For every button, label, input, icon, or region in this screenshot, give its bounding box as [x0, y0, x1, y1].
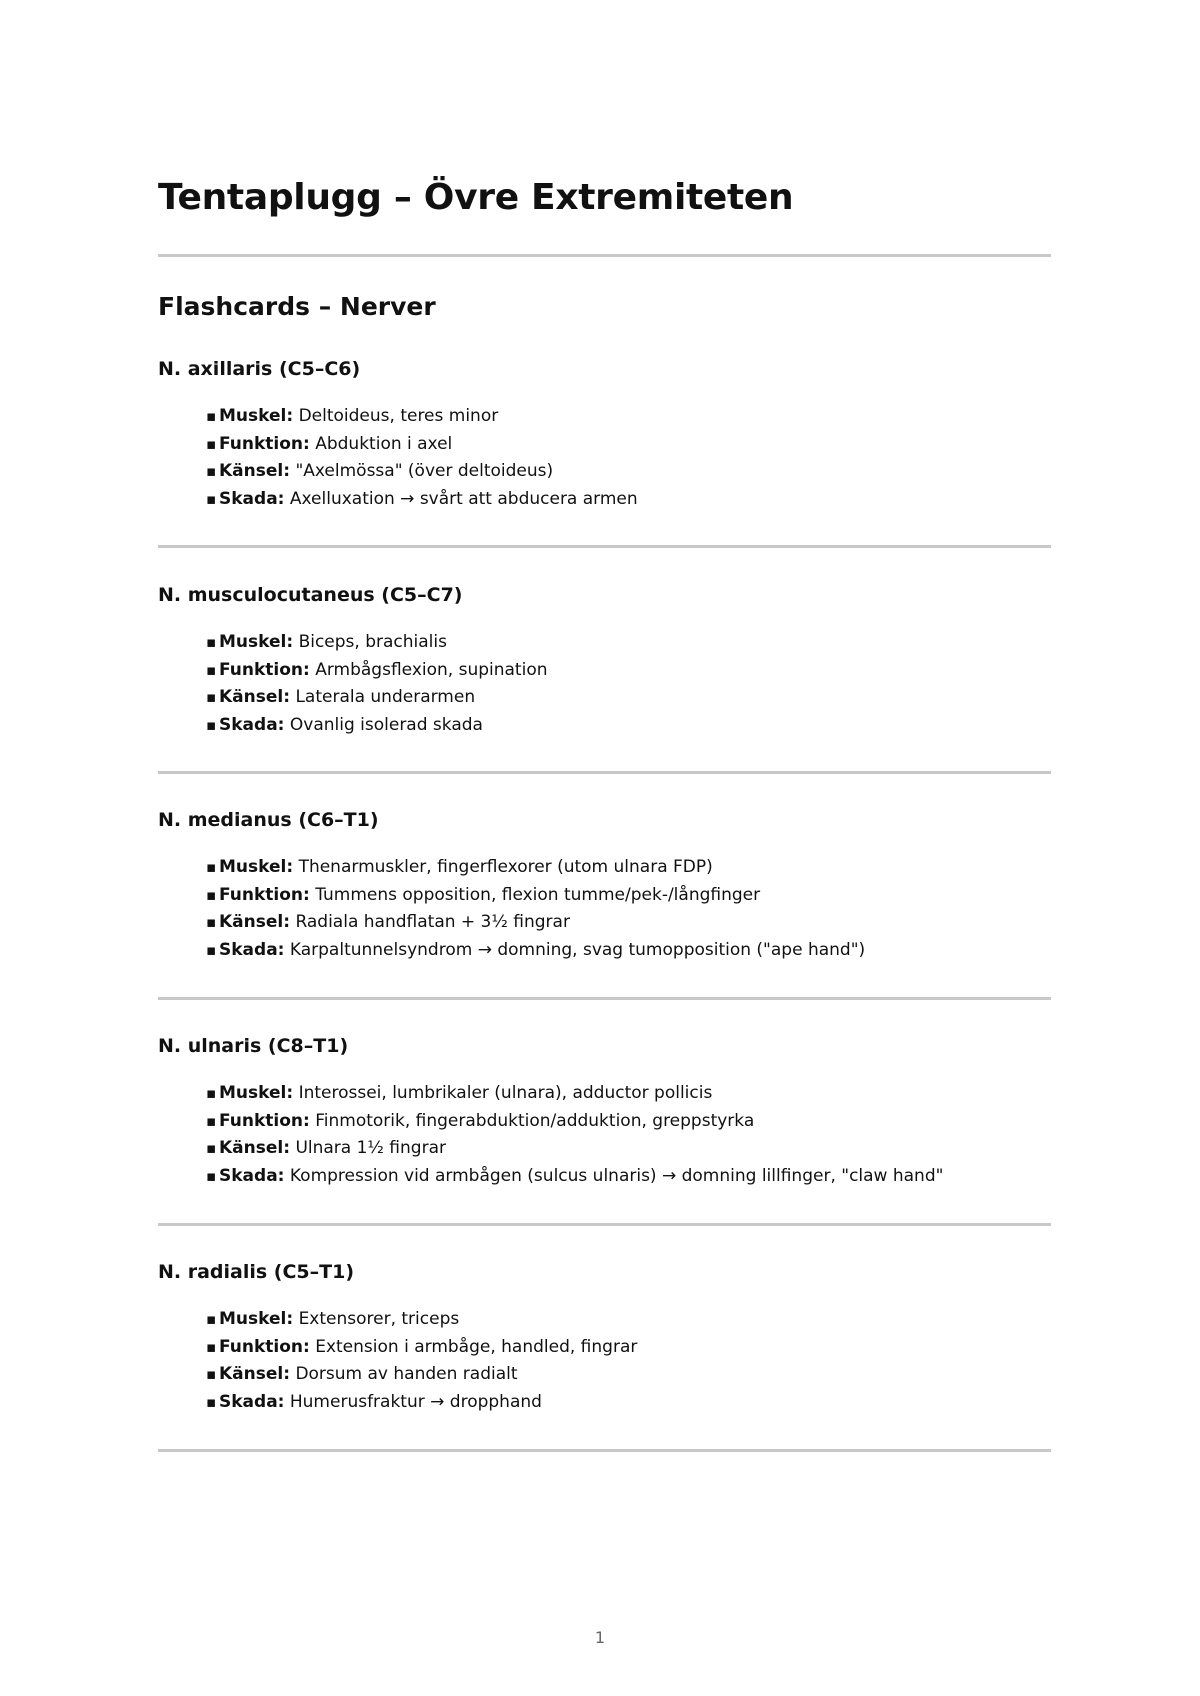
fact-item	[206, 854, 1051, 882]
fact-item	[206, 629, 1051, 657]
flashcard-ulnaris	[158, 1032, 1051, 1191]
fact-text: Extension i armbåge, handled, fingrar	[315, 1336, 638, 1357]
fact-label: Muskel:	[219, 632, 294, 652]
bullet-icon: ▪	[206, 913, 217, 932]
fact-text: Ulnara 1½ fingrar	[295, 1138, 446, 1159]
divider	[158, 1223, 1051, 1226]
fact-item	[206, 1080, 1051, 1108]
fact-label: Skada:	[219, 715, 285, 736]
card-title: N. medianus (C6–T1)	[158, 809, 379, 831]
fact-item	[206, 1306, 1051, 1334]
fact-text: Thenarmuskler, fingerflexorer (utom ulnara FDP)	[298, 857, 713, 877]
card-title: N. axillaris (C5–C6)	[158, 358, 361, 380]
fact-item	[206, 1334, 1051, 1362]
fact-item	[206, 1163, 1051, 1191]
fact-item	[206, 657, 1051, 685]
fact-text: Armbågsflexion, supination	[315, 659, 548, 680]
fact-label: Känsel:	[219, 687, 291, 708]
bullet-icon: ▪	[206, 858, 217, 876]
fact-list	[158, 1306, 1051, 1417]
bullet-icon: ▪	[206, 490, 217, 509]
bullet-icon: ▪	[206, 407, 217, 425]
fact-item	[206, 882, 1051, 910]
fact-text: Ovanlig isolerad skada	[289, 715, 483, 736]
fact-text: Extensorer, triceps	[298, 1309, 460, 1329]
page-number: 1	[594, 1628, 606, 1647]
fact-text: Radiala handflatan + 3½ fingrar	[295, 912, 570, 933]
flashcard-medianus	[158, 806, 1051, 965]
fact-label: Skada:	[219, 1392, 285, 1413]
fact-list	[158, 629, 1051, 740]
section-title: Flashcards – Nerver	[158, 292, 436, 321]
fact-text: Deltoideus, teres minor	[298, 406, 499, 426]
fact-text: Axelluxation → svårt att abducera armen	[289, 489, 638, 510]
fact-text: Interossei, lumbrikaler (ulnara), adductor pollicis	[298, 1083, 713, 1103]
fact-text: Tummens opposition, flexion tumme/pek-/långfinger	[315, 884, 761, 905]
fact-text: Biceps, brachialis	[298, 632, 447, 652]
bullet-icon: ▪	[206, 1310, 217, 1328]
bullet-icon: ▪	[206, 1365, 217, 1384]
fact-label: Skada:	[219, 1166, 285, 1187]
fact-text: Karpaltunnelsyndrom → domning, svag tumopposition ("ape hand")	[289, 940, 866, 961]
fact-list	[158, 854, 1051, 965]
fact-text: Dorsum av handen radialt	[295, 1364, 518, 1385]
card-title: N. ulnaris (C8–T1)	[158, 1035, 349, 1057]
fact-item	[206, 909, 1051, 937]
divider	[158, 1449, 1051, 1452]
fact-text: Finmotorik, fingerabduktion/adduktion, greppstyrka	[315, 1110, 755, 1131]
fact-label: Känsel:	[219, 1364, 291, 1385]
fact-label: Känsel:	[219, 1138, 291, 1159]
fact-label: Skada:	[219, 489, 285, 510]
card-title: N. musculocutaneus (C5–C7)	[158, 584, 463, 606]
bullet-icon: ▪	[206, 1084, 217, 1102]
fact-item	[206, 712, 1051, 740]
bullet-icon: ▪	[206, 660, 217, 679]
bullet-icon: ▪	[206, 1167, 217, 1186]
bullet-icon: ▪	[206, 1337, 217, 1356]
fact-label: Funktion:	[219, 433, 310, 454]
fact-text: Kompression vid armbågen (sulcus ulnaris) → domning lillfinger, "claw hand"	[289, 1166, 944, 1187]
bullet-icon: ▪	[206, 885, 217, 904]
card-title: N. radialis (C5–T1)	[158, 1261, 355, 1283]
fact-label: Muskel:	[219, 406, 294, 426]
divider	[158, 545, 1051, 548]
bullet-icon: ▪	[206, 434, 217, 453]
bullet-icon: ▪	[206, 1139, 217, 1158]
fact-label: Skada:	[219, 940, 285, 961]
fact-item	[206, 486, 1051, 514]
fact-list	[158, 403, 1051, 514]
flashcard-radialis	[158, 1258, 1051, 1417]
fact-text: Laterala underarmen	[295, 687, 476, 708]
fact-label: Känsel:	[219, 461, 291, 482]
fact-item	[206, 1108, 1051, 1136]
fact-text: Abduktion i axel	[315, 433, 453, 454]
fact-item	[206, 431, 1051, 459]
divider	[158, 254, 1051, 257]
fact-label: Muskel:	[219, 857, 294, 877]
fact-item	[206, 937, 1051, 965]
flashcard-musculocutaneus	[158, 581, 1051, 740]
bullet-icon: ▪	[206, 1111, 217, 1130]
divider	[158, 997, 1051, 1000]
fact-label: Muskel:	[219, 1083, 294, 1103]
fact-item	[206, 1361, 1051, 1389]
bullet-icon: ▪	[206, 716, 217, 735]
flashcard-axillaris	[158, 355, 1051, 514]
fact-item	[206, 403, 1051, 431]
bullet-icon: ▪	[206, 633, 217, 651]
document-title: Tentaplugg – Övre Extremiteten	[158, 177, 794, 218]
fact-label: Känsel:	[219, 912, 291, 933]
fact-item	[206, 458, 1051, 486]
fact-item	[206, 1135, 1051, 1163]
fact-label: Funktion:	[219, 659, 310, 680]
fact-text: "Axelmössa" (över deltoideus)	[295, 461, 554, 482]
fact-list	[158, 1080, 1051, 1191]
fact-label: Funktion:	[219, 1110, 310, 1131]
fact-label: Funktion:	[219, 1336, 310, 1357]
fact-item	[206, 684, 1051, 712]
fact-label: Funktion:	[219, 884, 310, 905]
fact-text: Humerusfraktur → dropphand	[289, 1392, 542, 1413]
bullet-icon: ▪	[206, 941, 217, 960]
bullet-icon: ▪	[206, 1393, 217, 1412]
bullet-icon: ▪	[206, 688, 217, 707]
fact-item	[206, 1389, 1051, 1417]
divider	[158, 771, 1051, 774]
bullet-icon: ▪	[206, 462, 217, 481]
fact-label: Muskel:	[219, 1309, 294, 1329]
